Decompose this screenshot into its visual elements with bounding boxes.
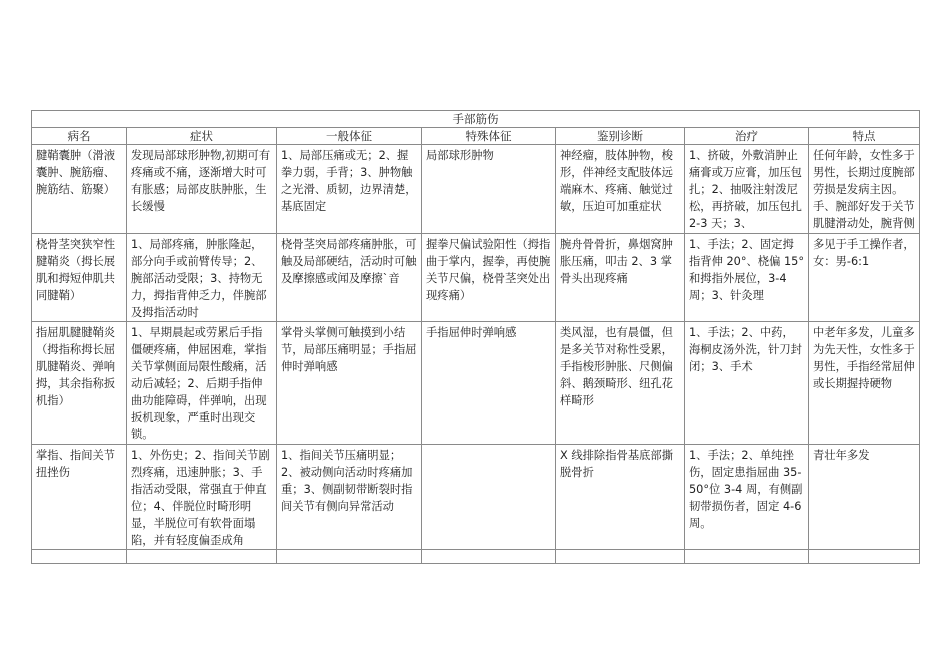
empty-cell <box>32 550 127 564</box>
cell-differential: 腕舟骨骨折，鼻烟窝肿胀压痛，叩击 2、3 掌骨头出现疼痛 <box>560 238 673 285</box>
header-differential: 鉴别诊断 <box>556 128 685 145</box>
hand-injury-table <box>31 110 920 564</box>
empty-cell <box>556 550 685 564</box>
empty-cell <box>685 550 809 564</box>
cell-name: 掌指、指间关节扭挫伤 <box>36 449 116 479</box>
cell-general-signs: 桡骨茎突局部疼痛肿胀，可触及局部硬结，活动时可触及摩擦感或闻及摩擦`音 <box>281 238 417 285</box>
table-row <box>32 145 920 234</box>
cell-treatment: 1、手法；2、单纯挫伤，固定患指屈曲 35-50°位 3-4 周，有侧副韧带损伤者，固定 4-6 周。 <box>689 449 803 530</box>
empty-row <box>32 550 920 564</box>
cell-name: 指屈肌腱腱鞘炎（拇指称拇长屈肌腱鞘炎、弹响拇，其余指称扳机指） <box>36 326 116 407</box>
cell-general-signs: 1、局部压痛或无；2、握拳力弱，手背；3、肿物触之光滑、质韧，边界清楚，基底固定 <box>281 149 417 213</box>
empty-cell <box>277 550 422 564</box>
cell-name: 腱鞘囊肿（滑液囊肿、腕筋瘤、腕筋结、筋聚） <box>36 149 116 196</box>
cell-features: 青壮年多发 <box>813 449 870 462</box>
cell-features: 中老年多发，儿童多为先天性，女性多于男性，手指经常屈伸或长期握持硬物 <box>813 326 915 390</box>
empty-cell <box>127 550 277 564</box>
table-title: 手部筋伤 <box>32 111 920 128</box>
cell-general-signs: 掌骨头掌侧可触摸到小结节，局部压痛明显；手指屈伸时弹响感 <box>281 326 417 373</box>
header-features: 特点 <box>809 128 920 145</box>
table-row <box>32 322 920 445</box>
cell-special-signs: 握拳尺偏试验阳性（拇指曲于掌内，握拳，再使腕关节尺偏，桡骨茎突处出现疼痛） <box>426 238 551 302</box>
cell-special-signs <box>422 445 555 447</box>
table-row <box>32 445 920 550</box>
cell-differential: 神经瘤，肢体肿物，梭形，伴神经支配肢体远端麻木、疼痛、触觉过敏，压迫可加重症状 <box>560 149 673 213</box>
cell-symptoms: 发现局部球形肿物,初期可有疼痛或不痛，逐渐增大时可有胀感；局部皮肤肿胀，生长缓慢 <box>131 149 271 213</box>
cell-general-signs: 1、指间关节压痛明显；2、被动侧向活动时疼痛加重；3、侧副韧带断裂时指间关节有侧向异常活动 <box>281 449 413 513</box>
header-treatment: 治疗 <box>685 128 809 145</box>
header-name: 病名 <box>32 128 127 145</box>
cell-treatment: 1、挤破，外敷消肿止痛膏或万应膏，加压包扎；2、抽吸注射泼尼松，再挤破，加压包扎 2-3 天；3、 <box>689 149 802 230</box>
header-special-signs: 特殊体征 <box>422 128 556 145</box>
header-general-signs: 一般体征 <box>277 128 422 145</box>
table-row <box>32 234 920 322</box>
cell-treatment: 1、手法；2、固定拇指背伸 20°、桡偏 15°和拇指外展位，3-4 周；3、针灸理 <box>689 238 805 302</box>
empty-cell <box>809 550 920 564</box>
empty-cell <box>422 550 556 564</box>
cell-symptoms: 1、局部疼痛，肿胀隆起，部分向手或前臂传导；2、腕部活动受限；3、持物无力，拇指背伸乏力，伴腕部及拇指活动时 <box>131 238 267 319</box>
cell-special-signs: 手指屈伸时弹响感 <box>426 326 517 339</box>
cell-differential: 类风湿，也有晨僵，但是多关节对称性受累，手指梭形肿胀、尺侧偏斜、鹅颈畸形、纽孔花样畸形 <box>560 326 673 407</box>
cell-differential: X 线排除指骨基底部撕脱骨折 <box>560 449 674 479</box>
document-sheet <box>31 110 919 564</box>
header-row <box>32 128 920 145</box>
cell-features: 任何年龄，女性多于男性，长期过度腕部劳损是发病主因。手、腕部好发于关节肌腱滑动处，腕背侧 <box>813 149 915 230</box>
cell-features: 多见于手工操作者，女：男-6:1 <box>813 238 915 268</box>
cell-special-signs: 局部球形肿物 <box>426 149 494 162</box>
cell-treatment: 1、手法；2、中药，海桐皮汤外洗，针刀封闭；3、手术 <box>689 326 802 373</box>
header-symptoms: 症状 <box>127 128 277 145</box>
cell-name: 桡骨茎突狭窄性腱鞘炎（拇长展肌和拇短伸肌共同腱鞘） <box>36 238 116 302</box>
cell-symptoms: 1、外伤史；2、指间关节剧烈疼痛，迅速肿胀；3、手指活动受限，常强直于伸直位；4、伴脱位时畸形明显，半脱位可有软骨面塌陷，并有轻度偏歪成角 <box>131 449 270 547</box>
cell-symptoms: 1、早期晨起或劳累后手指僵硬疼痛，伸屈困难，掌指关节掌侧面局限性酸痛，活动后减轻；2、后期手指伸曲功能障碍，伴弹响，出现扳机现象，严重时出现交锁。 <box>131 326 267 441</box>
